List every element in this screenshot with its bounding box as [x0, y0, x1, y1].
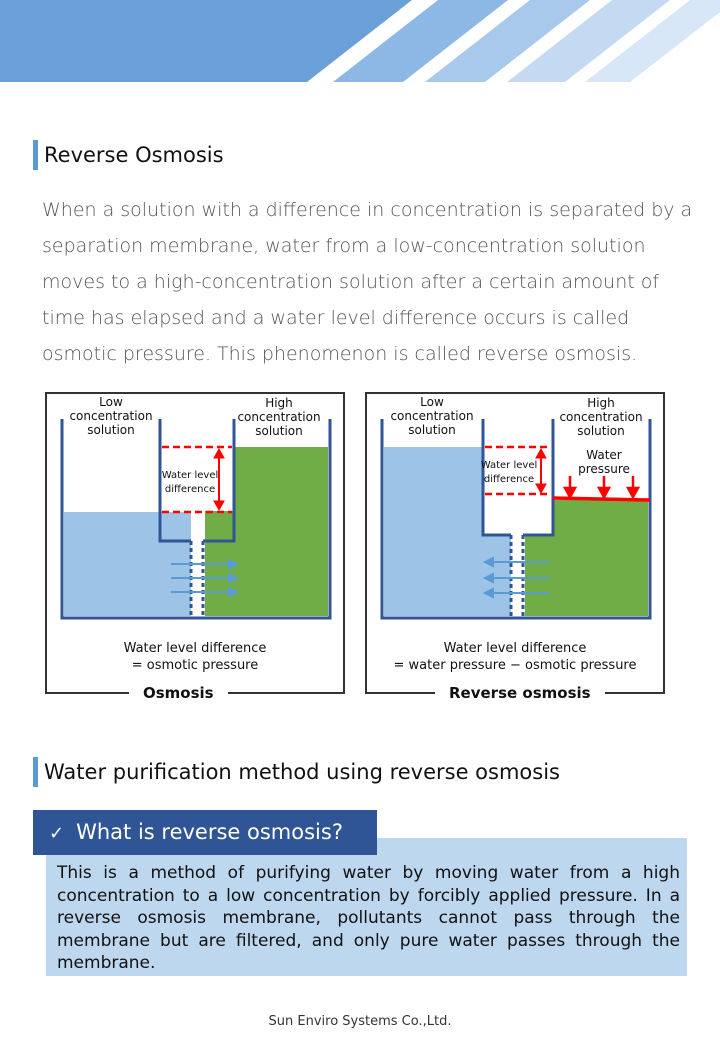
osmosis-caption: Osmosis — [129, 683, 228, 703]
svg-text:solution: solution — [408, 423, 456, 437]
svg-text:concentration: concentration — [69, 409, 153, 423]
what-is-tab — [33, 810, 377, 855]
what-is-title: What is reverse osmosis? — [76, 820, 343, 844]
svg-text:pressure: pressure — [578, 462, 630, 476]
reverse-osmosis-caption: Reverse osmosis — [435, 683, 605, 703]
osmosis-equation-line-1: Water level difference — [123, 641, 267, 656]
intro-paragraph: When a solution with a difference in concentration is separated by a separation membrane, water from a low-concentration solution moves to a high-concentration solution after a certain amount of time has elapsed and a water level difference occurs is called osmotic pressure. This phenomenon is called reverse osmosis. — [42, 199, 693, 365]
section-title-reverse-osmosis: Reverse Osmosis — [33, 140, 224, 170]
water-level-diff-label: Water level — [161, 470, 219, 481]
svg-text:difference: difference — [483, 474, 535, 485]
water-level-diff-label: Water level — [480, 460, 538, 471]
svg-text:solution: solution — [87, 423, 135, 437]
reverse-osmosis-figure — [365, 392, 665, 694]
reverse-equation-line-1: Water level difference — [443, 641, 587, 656]
svg-text:concentration: concentration — [390, 409, 474, 423]
reverse-equation-line-2: = water pressure − osmotic pressure — [393, 658, 637, 673]
osmosis-figure — [45, 392, 345, 694]
header-banner — [0, 0, 720, 82]
footer-company: Sun Enviro Systems Co.,Ltd. — [268, 1014, 452, 1029]
water-pressure-label: Water — [586, 448, 622, 462]
pressure-line — [553, 498, 650, 500]
osmosis-equation-line-2: = osmotic pressure — [131, 658, 259, 673]
svg-text:concentration: concentration — [559, 410, 643, 424]
svg-text:difference: difference — [164, 484, 216, 495]
low-concentration-label: Low — [420, 395, 444, 409]
svg-text:concentration: concentration — [237, 410, 321, 424]
high-concentration-label: High — [587, 396, 615, 410]
svg-text:solution: solution — [577, 424, 625, 438]
section-title-purification: Water purification method using reverse osmosis — [33, 757, 560, 787]
svg-text:solution: solution — [255, 424, 303, 438]
membrane — [511, 535, 523, 616]
what-is-body: This is a method of purifying water by moving water from a high concentration to a low concentration by forcibly applied pressure. In a reverse osmosis membrane, pollutants cannot pass through the membrane but are filtered, and only pure water passes through the membrane. — [46, 838, 687, 976]
high-concentration-label: High — [265, 396, 293, 410]
check-icon: ✓ — [49, 823, 65, 844]
water-pressure-arrows — [565, 476, 638, 497]
low-concentration-label: Low — [99, 395, 123, 409]
